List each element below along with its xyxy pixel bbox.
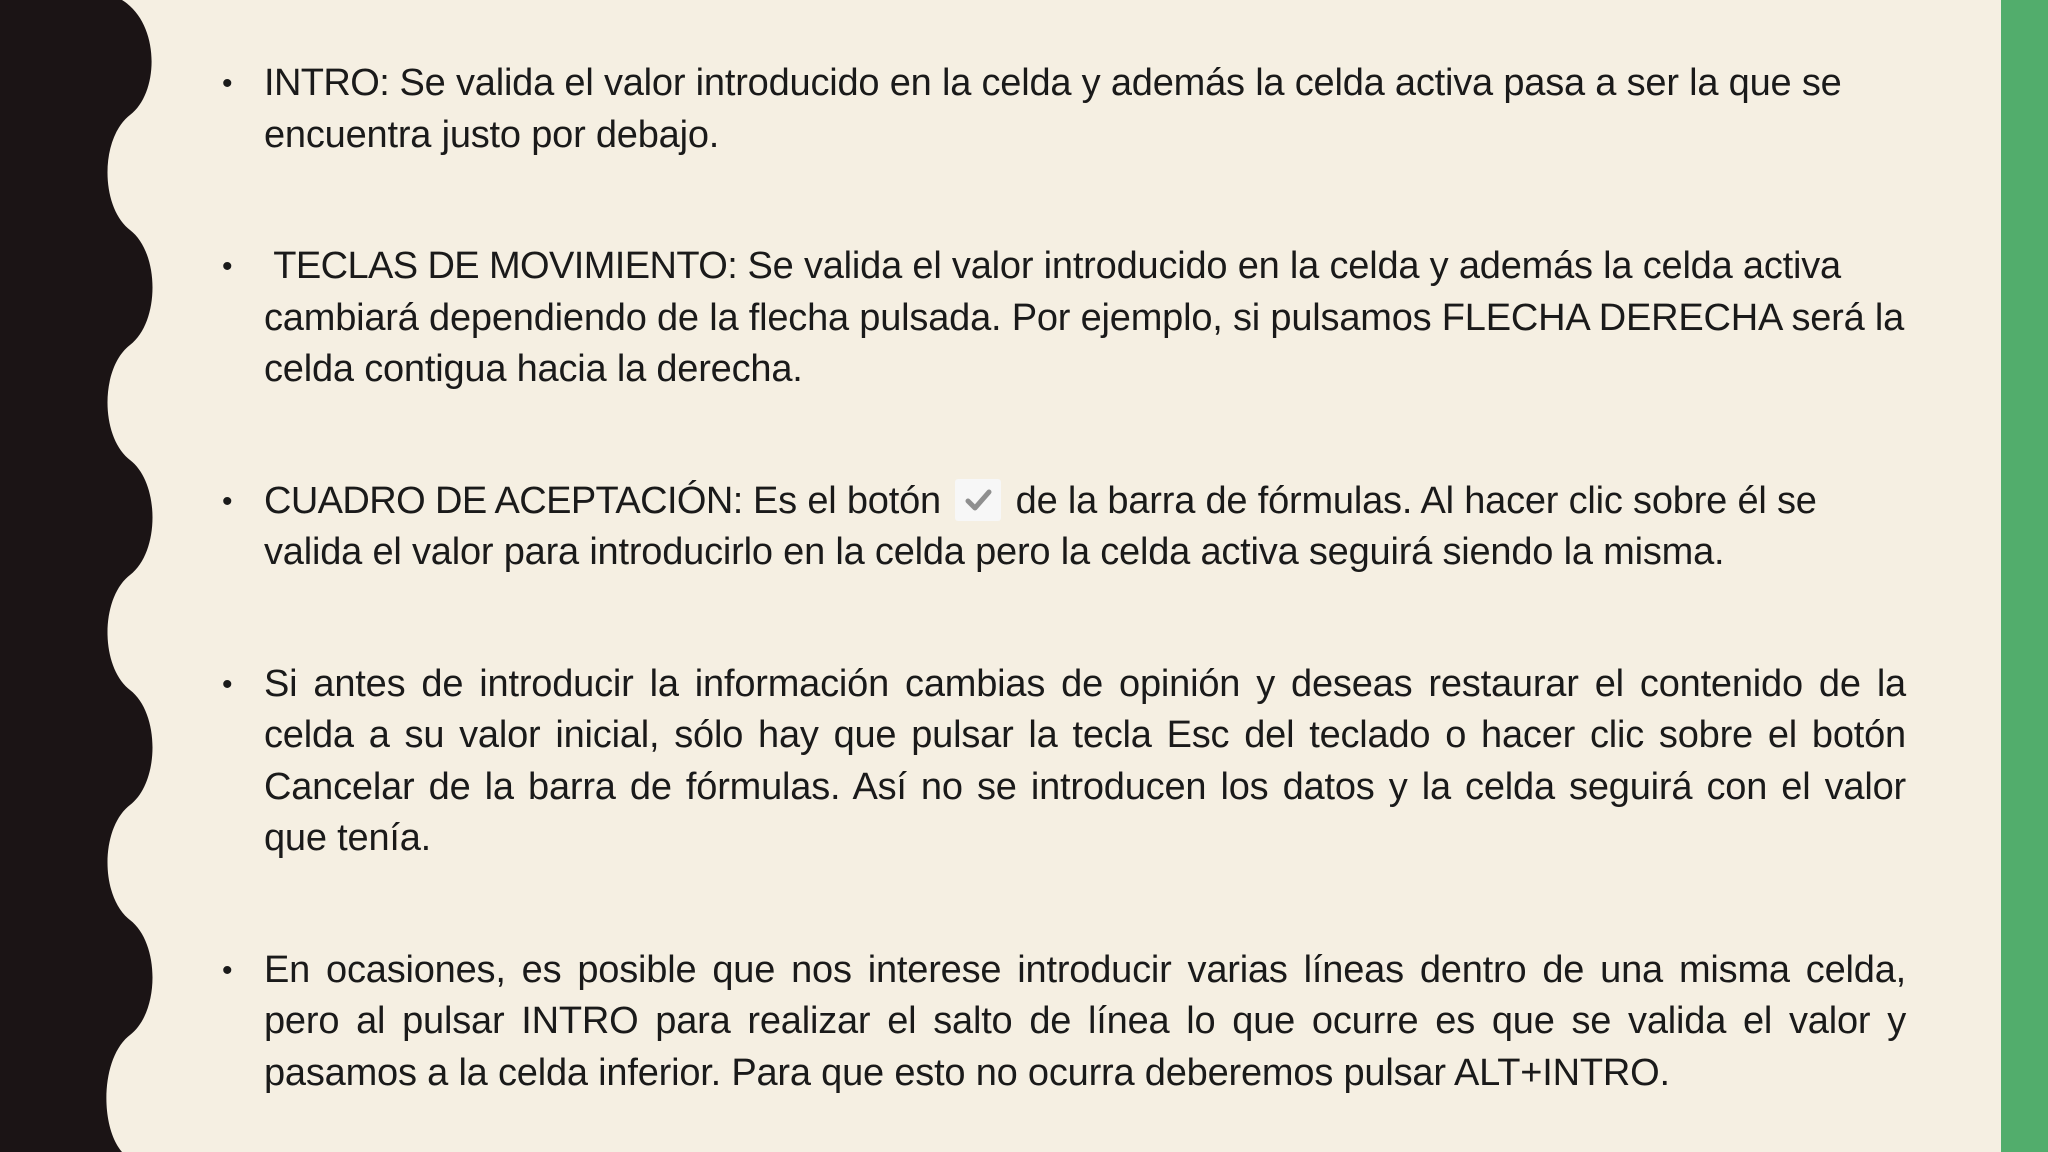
bullet-text: Si antes de introducir la información cambias de opinión y deseas restaurar el contenido de la celda a su valor inicial, sólo hay que pulsar la tecla Esc del teclado o hacer clic sobre el botón Cancelar de la barra de fórmulas. Así no se introducen los datos y la celda seguirá con el valor que tenía. <box>264 662 1906 859</box>
wavy-decorative-band <box>0 0 160 1152</box>
bullet-text: Es el botón <box>742 479 952 522</box>
bullet-accept-box <box>222 476 1906 579</box>
bullet-icon: • <box>222 484 233 518</box>
bullet-text-continued: de la barra de fórmulas. Al hacer clic sobre él se valida el valor para introducirlo en la celda pero la celda activa seguirá siendo la misma. <box>264 479 1817 573</box>
bullet-text: Se valida el valor introducido en la celda y además la celda activa cambiará dependiendo de la flecha pulsada. Por ejemplo, si pulsamos FLECHA DERECHA será la celda contigua hacia la derecha. <box>264 245 1905 390</box>
checkmark-icon <box>955 479 1001 521</box>
content-area <box>222 58 1906 1128</box>
bullet-text: En ocasiones, es posible que nos interese introducir varias líneas dentro de una misma celda, pero al pulsar INTRO para realizar el salto de línea lo que ocurre es que se valida el valor y pasamos a la celda inferior. Para que esto no ocurra deberemos pulsar ALT+INTRO. <box>264 948 1906 1094</box>
bullet-icon: • <box>222 250 233 283</box>
accent-bar <box>2001 0 2048 1152</box>
wave-band-shape <box>0 0 153 1152</box>
bullet-movement-keys <box>222 241 1906 396</box>
bullet-lead: INTRO: <box>264 62 390 104</box>
bullet-text: Se valida el valor introducido en la celda y además la celda activa pasa a ser la que se encuentra justo por debajo. <box>264 62 1842 156</box>
bullet-intro <box>222 58 1906 161</box>
bullet-icon: • <box>222 953 233 987</box>
bullet-icon: • <box>222 67 233 100</box>
bullet-lead: TECLAS DE MOVIMIENTO: <box>264 245 738 287</box>
bullet-cancel <box>222 659 1906 865</box>
bullet-icon: • <box>222 667 233 701</box>
bullet-multiline <box>222 945 1906 1100</box>
bullet-lead: CUADRO DE ACEPTACIÓN: <box>264 479 743 522</box>
